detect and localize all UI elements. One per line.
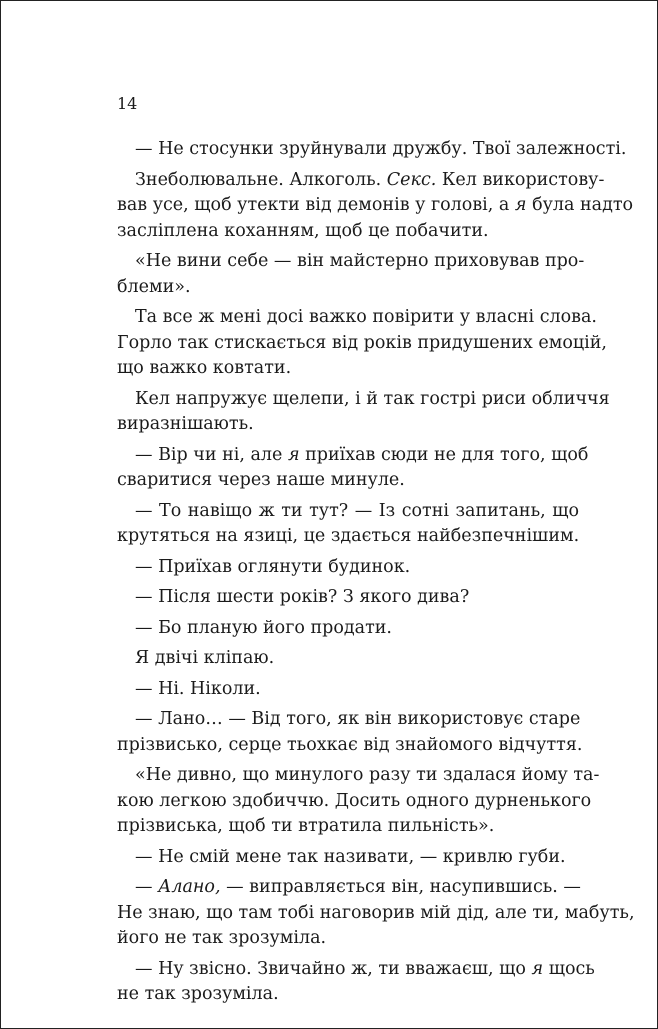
text-line: — Алано, — виправляється він, насупившись. —: [135, 877, 581, 897]
text-line: — Бо планую його продати.: [135, 617, 392, 638]
text-line: — Ні. Ніколи.: [135, 678, 261, 699]
text-line: «Не дивно, що минулого разу ти здалася йому та-: [135, 765, 600, 785]
text-line: — Не смій мене так називати, — кривлю губи.: [135, 846, 566, 867]
text-line: його не так зрозуміла.: [117, 928, 327, 948]
text-line: Знеболювальне. Алкоголь. Секс. Кел використову-: [135, 169, 605, 190]
text-line: — Вір чи ні, але я приїхав сюди не для того, щоб: [135, 444, 589, 465]
text-line: — Не стосунки зруйнували дружбу. Твої залежності.: [135, 139, 627, 159]
page-number: 14: [117, 94, 138, 113]
body-text: [117, 137, 635, 1008]
text-line: не так зрозуміла.: [117, 984, 279, 1004]
text-line: прізвиська, щоб ти втратила пильність».: [117, 816, 495, 836]
text-line: — Приїхав оглянути будинок.: [135, 556, 411, 577]
text-line: сваритися через наше минуле.: [117, 470, 405, 490]
text-line: Горло так стискається від років придушених емоцій,: [117, 332, 607, 353]
text-line: крутяться на язиці, це здається найбезпечнішим.: [117, 526, 580, 546]
text-line: — Після шести років? З якого дива?: [135, 587, 470, 607]
text-line: — Лано… — Від того, як він використовує старе: [135, 709, 581, 729]
text-line: виразнішають.: [117, 414, 254, 434]
text-line: Не знаю, що там тобі наговорив мій дід, але ти, мабуть,: [117, 902, 635, 923]
text-line: засліплена коханням, щоб це побачити.: [117, 220, 489, 241]
text-line: — То навіщо ж ти тут? — Із сотні запитань, що: [135, 500, 579, 521]
text-line: блеми».: [117, 276, 191, 297]
text-line: Я двічі кліпаю.: [135, 648, 275, 668]
text-line: прізвисько, серце тьохкає від знайомого відчуття.: [117, 734, 583, 755]
text-line: кою легкою здобиччю. Досить одного дурненького: [117, 790, 592, 811]
text-line: Кел напружує щелепи, і й так гострі риси обличчя: [135, 388, 610, 409]
text-line: вав усе, щоб утекти від демонів у голові, а я була надто: [117, 195, 634, 215]
text-line: що важко ковтати.: [117, 358, 292, 378]
text-line: — Ну звісно. Звичайно ж, ти вважаєш, що я щось: [135, 958, 595, 979]
text-line: Та все ж мені досі важко повірити у власні слова.: [135, 307, 597, 327]
text-line: «Не вини себе — він майстерно приховував про-: [135, 251, 585, 271]
